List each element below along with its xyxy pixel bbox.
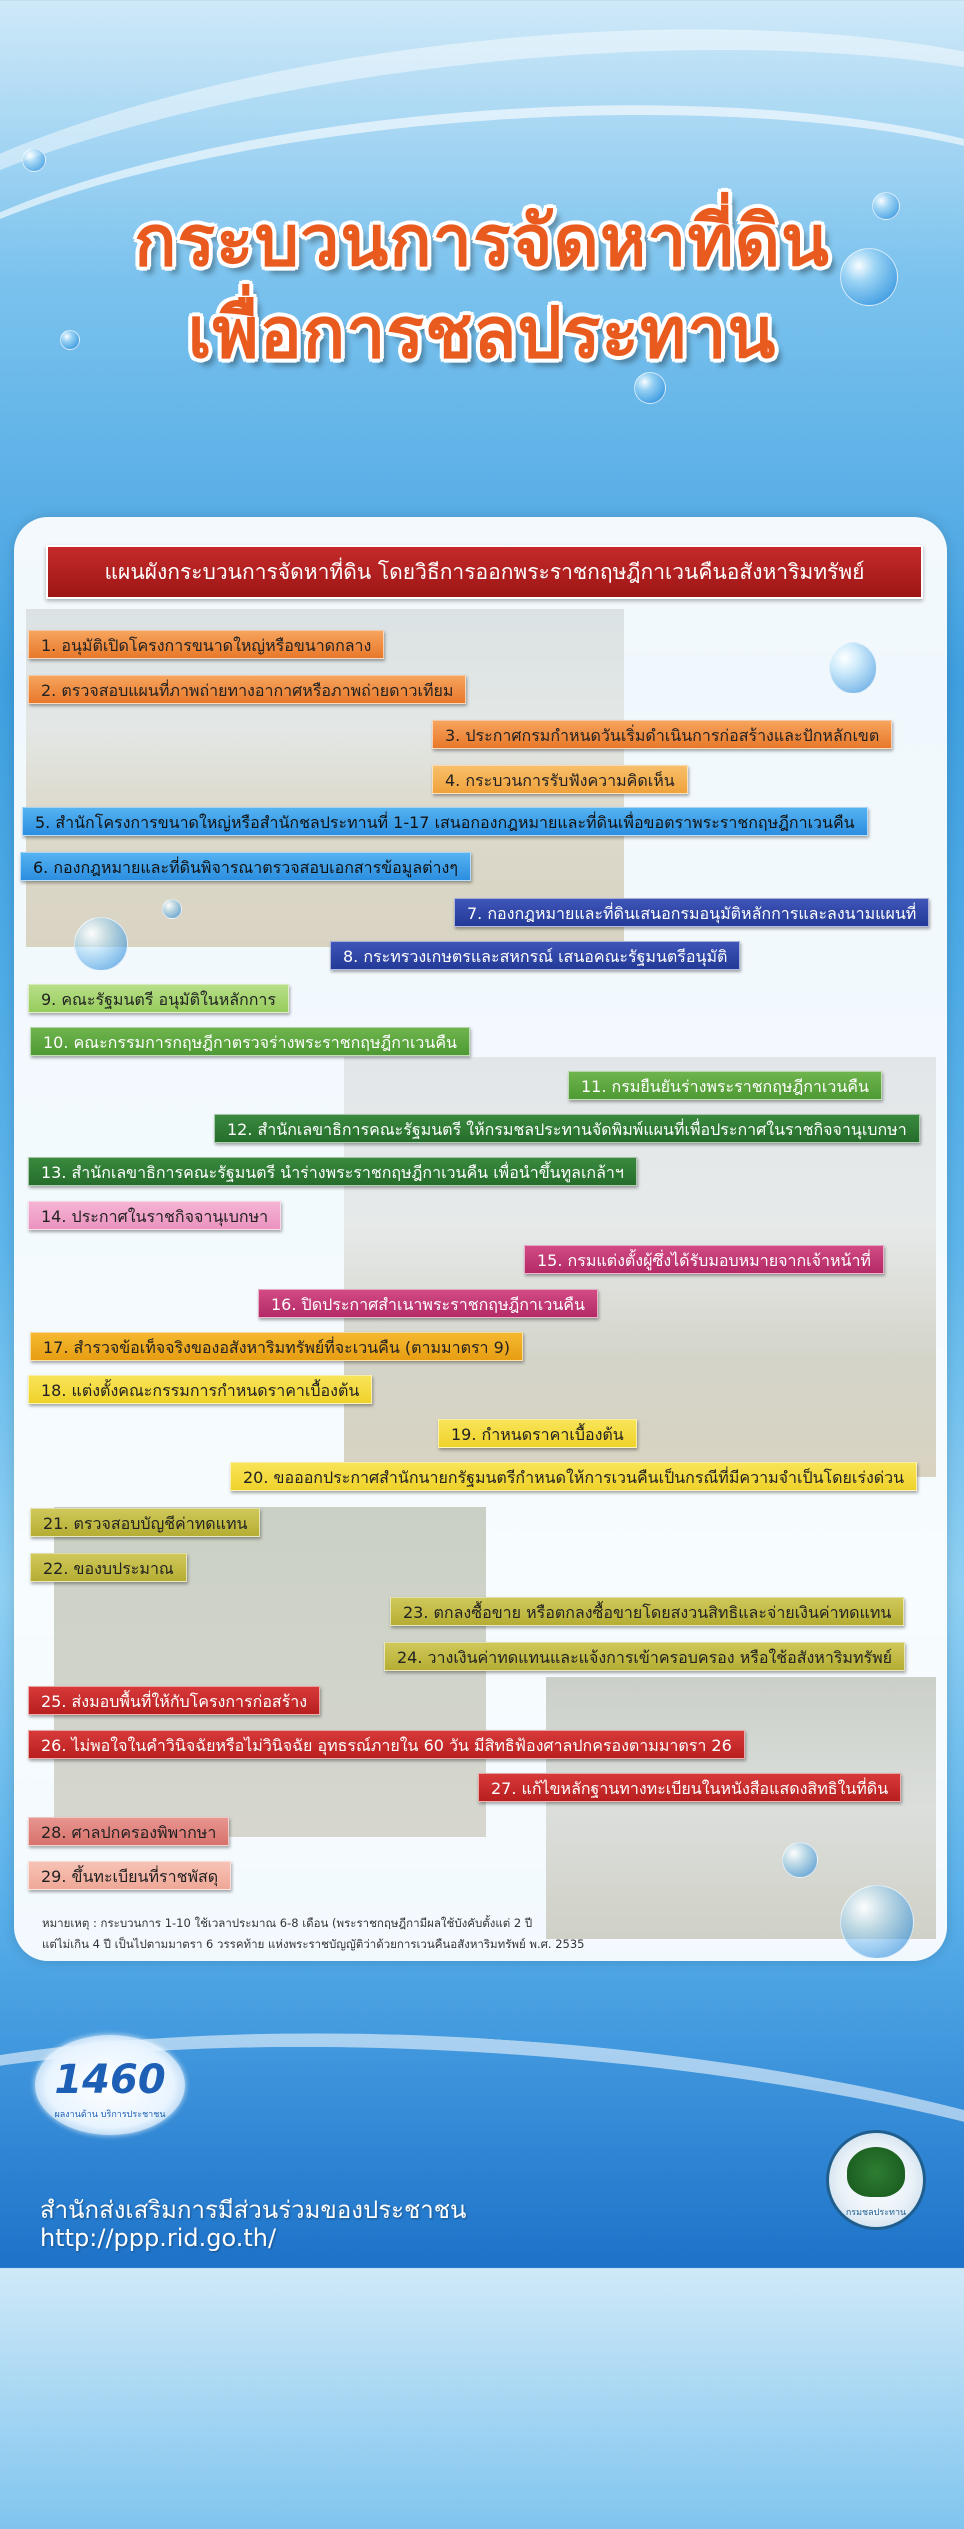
step-19: 19. กำหนดราคาเบื้องต้น [438, 1419, 637, 1448]
logo-caption: ผลงานด้าน บริการประชาชน [54, 2110, 166, 2120]
water-bubble [829, 642, 877, 694]
step-24: 24. วางเงินค่าทดแทนและแจ้งการเข้าครอบครอง หรือใช้อสังหาริมทรัพย์ [384, 1642, 905, 1671]
step-8: 8. กระทรวงเกษตรและสหกรณ์ เสนอคณะรัฐมนตรีอนุมัติ [330, 941, 740, 970]
step-23: 23. ตกลงซื้อขาย หรือตกลงซื้อขายโดยสงวนสิทธิและจ่ายเงินค่าทดแทน [390, 1597, 904, 1626]
hotline-1460-logo [35, 2035, 185, 2135]
step-10: 10. คณะกรรมการกฤษฎีกาตรวจร่างพระราชกฤษฎีกาเวนคืน [30, 1027, 470, 1056]
step-25: 25. ส่งมอบพื้นที่ให้กับโครงการก่อสร้าง [28, 1686, 320, 1715]
emblem-figure [847, 2147, 905, 2197]
step-17: 17. สำรวจข้อเท็จจริงของอสังหาริมทรัพย์ที่จะเวนคืน (ตามมาตรา 9) [30, 1332, 523, 1361]
step-20: 20. ขอออกประกาศสำนักนายกรัฐมนตรีกำหนดให้การเวนคืนเป็นกรณีที่มีความจำเป็นโดยเร่งด่วน [230, 1462, 917, 1491]
remark-line-1: หมายเหตุ : กระบวนการ 1-10 ใช้เวลาประมาณ 6-8 เดือน (พระราชกฤษฎีกามีผลใช้บังคับตั้งแต่ 2 ปี [42, 1916, 533, 1930]
step-28: 28. ศาลปกครองพิพากษา [28, 1817, 229, 1846]
flowchart-heading: แผนผังกระบวนการจัดหาที่ดิน โดยวิธีการออกพระราชกฤษฎีกาเวนคืนอสังหาริมทรัพย์ [46, 545, 923, 599]
step-9: 9. คณะรัฐมนตรี อนุมัติในหลักการ [28, 984, 289, 1013]
footer-url-link[interactable]: http://ppp.rid.go.th/ [40, 2224, 277, 2252]
logo-number: 1460 [54, 2057, 166, 2103]
step-22: 22. ของบประมาณ [30, 1553, 187, 1582]
step-18: 18. แต่งตั้งคณะกรรมการกำหนดราคาเบื้องต้น [28, 1375, 372, 1404]
step-27: 27. แก้ไขหลักฐานทางทะเบียนในหนังสือแสดงสิทธิในที่ดิน [478, 1773, 901, 1802]
step-7: 7. กองกฎหมายและที่ดินเสนอกรมอนุมัติหลักการและลงนามแผนที่ [454, 898, 929, 927]
step-6: 6. กองกฎหมายและที่ดินพิจารณาตรวจสอบเอกสารข้อมูลต่างๆ [20, 852, 471, 881]
water-bubble [74, 917, 128, 971]
step-11: 11. กรมยืนยันร่างพระราชกฤษฎีกาเวนคืน [568, 1071, 882, 1100]
emblem-caption: กรมชลประทาน [845, 2208, 907, 2218]
step-13: 13. สำนักเลขาธิการคณะรัฐมนตรี นำร่างพระราชกฤษฎีกาเวนคืน เพื่อนำขึ้นทูลเกล้าฯ [28, 1157, 637, 1186]
step-21: 21. ตรวจสอบบัญชีค่าทดแทน [30, 1508, 260, 1537]
remark-note [42, 1913, 922, 1955]
remark-line-2: แต่ไม่เกิน 4 ปี เป็นไปตามมาตรา 6 วรรคท้าย แห่งพระราชบัญญัติว่าด้วยการเวนคืนอสังหาริมทรัพย์ พ.ศ. 2535 [42, 1937, 585, 1951]
water-bubble [782, 1842, 818, 1878]
step-2: 2. ตรวจสอบแผนที่ภาพถ่ายทางอากาศหรือภาพถ่ายดาวเทียม [28, 675, 466, 704]
step-4: 4. กระบวนการรับฟังความคิดเห็น [432, 765, 688, 794]
step-14: 14. ประกาศในราชกิจจานุเบกษา [28, 1201, 281, 1230]
title-line-2: เพื่อการชลประทาน [187, 292, 777, 374]
step-3: 3. ประกาศกรมกำหนดวันเริ่มดำเนินการก่อสร้างและปักหลักเขต [432, 720, 892, 749]
step-12: 12. สำนักเลขาธิการคณะรัฐมนตรี ให้กรมชลประทานจัดพิมพ์แผนที่เพื่อประกาศในราชกิจจานุเบกษา [214, 1114, 920, 1143]
step-15: 15. กรมแต่งตั้งผู้ซึ่งได้รับมอบหมายจากเจ้าหน้าที่ [524, 1245, 884, 1274]
page-title [0, 195, 964, 379]
title-line-1: กระบวนการจัดหาที่ดิน [134, 200, 830, 282]
process-panel [14, 517, 947, 1961]
water-bubble [22, 148, 46, 172]
step-26: 26. ไม่พอใจในคำวินิจฉัยหรือไม่วินิจฉัย อุทธรณ์ภายใน 60 วัน มีสิทธิฟ้องศาลปกครองตามมาตรา 26 [28, 1730, 745, 1759]
footer-organization: สำนักส่งเสริมการมีส่วนร่วมของประชาชน [40, 2196, 467, 2224]
step-1: 1. อนุมัติเปิดโครงการขนาดใหญ่หรือขนาดกลาง [28, 630, 384, 659]
step-16: 16. ปิดประกาศสำเนาพระราชกฤษฎีกาเวนคืน [258, 1289, 598, 1318]
step-29: 29. ขึ้นทะเบียนที่ราชพัสดุ [28, 1861, 231, 1890]
water-bubble [162, 899, 182, 919]
rid-emblem-icon [826, 2130, 926, 2230]
step-5: 5. สำนักโครงการขนาดใหญ่หรือสำนักชลประทานที่ 1-17 เสนอกองกฎหมายและที่ดินเพื่อขอตราพระราชกฤษฎีกาเวนคืน [22, 807, 868, 836]
